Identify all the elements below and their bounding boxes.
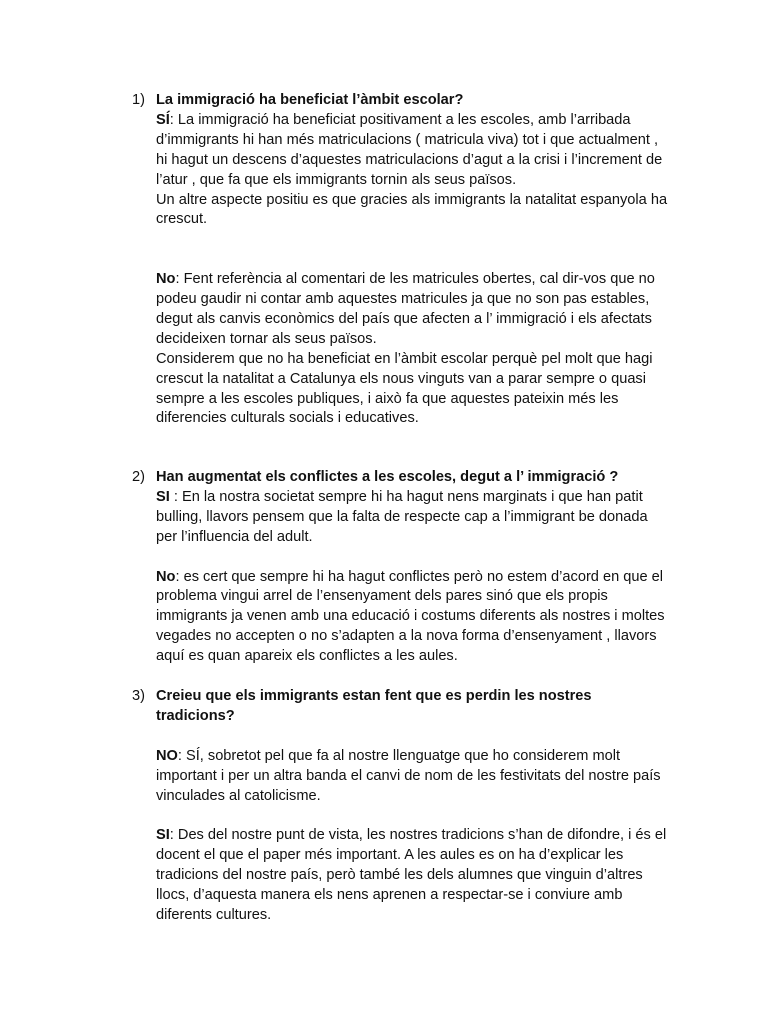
answer-extra: Un altre aspecte positiu es que gracies als immigrants la natalitat espanyola ha crescut. [156,191,668,228]
answer-si [156,488,672,548]
answer-text: : es cert que sempre hi ha hagut conflictes però no estem d’acord en que el problema vingui arrel de l’ensenyament dels pares sinó que els propis immigrants ja venen amb una educació i costums diferents als nostres i moltes vegades no accepten o no s’adapten a la nova forma d’ensenyament , llavors aquí es quan apareix els conflictes a les aules. [156,568,665,665]
answer-text: : SÍ, sobretot pel que fa al nostre llenguatge que ho considerem molt important i per un altra banda el canvi de nom de les festivitats del nostre país vinculades al catolicisme. [156,747,661,804]
question-3 [132,687,672,926]
question-1 [132,91,672,429]
answer-text: : Fent referència al comentari de les matricules obertes, cal dir-vos que no podeu gaudir ni contar amb aquestes matricules ja que no son pas estables, degut als canvis econòmics del país que afecten a l’ immigració i els afectats decideixen tornar als seus països. [156,271,655,347]
answer-no [156,568,672,668]
answer-label: NO [156,747,178,764]
answer-text: : Des del nostre punt de vista, les nostres tradicions s’han de difondre, i és el docent el que el paper més important. A les aules es on ha d’explicar les tradicions del nostre país, però també les dels alumnes que vinguin d’altres llocs, d’aquesta manera els nens aprenen a respectar-se i conviure amb diferents cultures. [156,827,667,923]
question-title: Han augmentat els conflictes a les escoles, degut a l’ immigració ? [156,469,619,485]
question-title: La immigració ha beneficiat l’àmbit escolar? [156,92,464,108]
answer-si [156,111,672,191]
answer-no [156,747,672,807]
answer-label: No [156,568,176,585]
question-2 [132,468,672,667]
answer-text: : En la nostra societat sempre hi ha hagut nens marginats i que han patit bulling, llavors pensem que la falta de respecte cap a l’immigrant be donada per l’influencia del adult. [156,488,648,545]
question-number: 2) [132,469,145,485]
answer-extra: Considerem que no ha beneficiat en l’àmbit escolar perquè pel molt que hagi crescut la natalitat a Catalunya els nous vinguts van a parar sempre o quasi sempre a les escoles publiques, i això fa que aquestes pateixin més les diferencies culturals socials i educatives. [156,350,653,427]
answer-label: SI [156,488,170,505]
answer-label: No [156,271,176,288]
answer-si [156,826,672,926]
answer-label: SÍ [156,111,170,128]
question-number: 1) [132,92,145,108]
answer-label: SI [156,827,170,844]
answer-text: : La immigració ha beneficiat positivament a les escoles, amb l’arribada d’immigrants hi han més matriculacions ( matricula viva) tot i que actualment , hi hagut un descens d’aquestes matriculacions d’agut a la crisi i l’increment de l’atur , que fa que els immigrants tornin als seus països. [156,111,663,188]
question-title: Creieu que els immigrants estan fent que es perdin les nostres tradicions? [156,688,592,724]
question-number: 3) [132,688,145,704]
answer-no [156,270,672,350]
